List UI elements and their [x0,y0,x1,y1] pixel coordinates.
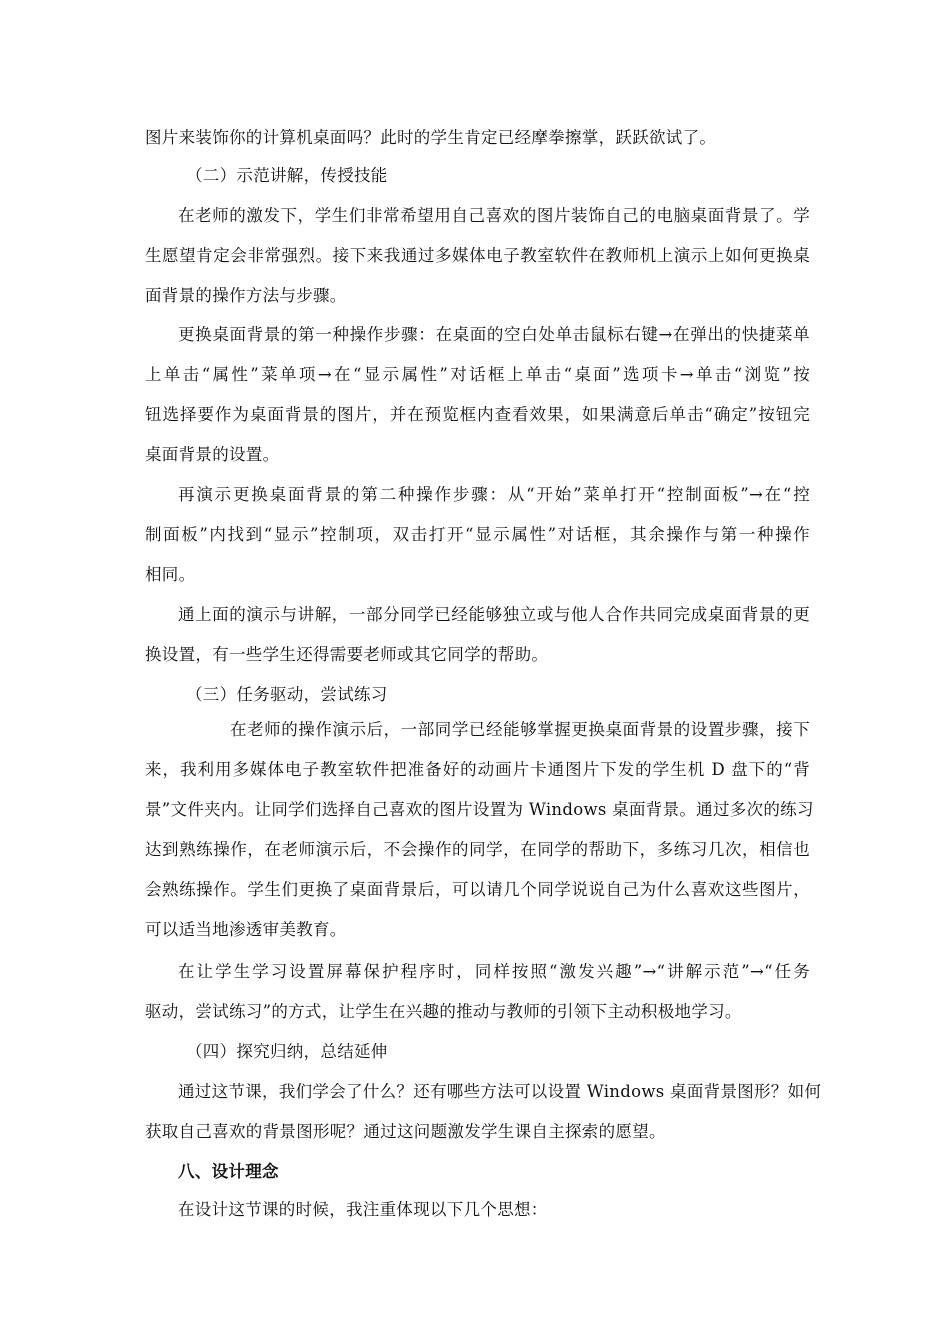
paragraph-line: 达到熟练操作，在老师演示后，不会操作的同学，在同学的帮助下，多练习几次，相信也 [145,840,810,859]
paragraph-line: 在让学生学习设置屏幕保护程序时，同样按照“激发兴趣”→“讲解示范”→“任务 [178,962,810,981]
paragraph-line: 通上面的演示与讲解，一部分同学已经能够独立或与他人合作共同完成桌面背景的更 [178,605,810,624]
paragraph-line: 上单击“属性”菜单项→在“显示属性”对话框上单击“桌面”选项卡→单击“浏览”按 [145,365,810,384]
section-heading: （三）任务驱动，尝试练习 [186,685,388,704]
paragraph-line: 图片来装饰你的计算机桌面吗？此时的学生肯定已经摩拳擦掌，跃跃欲试了。 [145,128,717,147]
chapter-heading: 八、设计理念 [178,1162,279,1181]
paragraph-line: 钮选择要作为桌面背景的图片，并在预览框内查看效果，如果满意后单击“确定”按钮完 [145,405,810,424]
paragraph-line: 生愿望肯定会非常强烈。接下来我通过多媒体电子教室软件在教师机上演示上如何更换桌 [145,246,810,265]
paragraph-line: 通过这节课，我们学会了什么？还有哪些方法可以设置 Windows 桌面背景图形？如何 [178,1082,822,1101]
paragraph-line: 来，我利用多媒体电子教室软件把准备好的动画片卡通图片下发的学生机 D 盘下的“背 [145,760,810,779]
paragraph-line: 在设计这节课的时候，我注重体现以下几个思想： [178,1200,548,1219]
paragraph-line: 换设置，有一些学生还得需要老师或其它同学的帮助。 [145,645,549,664]
paragraph-line: 驱动，尝试练习”的方式，让学生在兴趣的推动与教师的引领下主动积极地学习。 [145,1002,742,1021]
paragraph-line: 再演示更换桌面背景的第二种操作步骤：从“开始”菜单打开“控制面板”→在“控 [178,485,810,504]
section-heading: （四）探究归纳，总结延伸 [186,1042,388,1061]
paragraph-line: 可以适当地渗透审美教育。 [145,920,347,939]
paragraph-line: 桌面背景的设置。 [145,445,280,464]
paragraph-line: 获取自己喜欢的背景图形呢？通过这问题激发学生课自主探索的愿望。 [145,1122,666,1141]
paragraph-line: 更换桌面背景的第一种操作步骤：在桌面的空白处单击鼠标右键→在弹出的快捷菜单 [178,325,810,344]
paragraph-line: 在老师的操作演示后，一部同学已经能够掌握更换桌面背景的设置步骤，接下 [230,720,810,739]
paragraph-line: 制面板”内找到“显示”控制项，双击打开“显示属性”对话框，其余操作与第一种操作 [145,525,810,544]
paragraph-line: 景”文件夹内。让同学们选择自己喜欢的图片设置为 Windows 桌面背景。通过多次的练习 [145,800,814,819]
paragraph-line: 相同。 [145,565,196,584]
paragraph-line: 面背景的操作方法与步骤。 [145,286,347,305]
paragraph-line: 会熟练操作。学生们更换了桌面背景后，可以请几个同学说说自己为什么喜欢这些图片， [145,880,810,899]
paragraph-line: 在老师的激发下，学生们非常希望用自己喜欢的图片装饰自己的电脑桌面背景了。学 [178,206,810,225]
section-heading: （二）示范讲解，传授技能 [186,166,388,185]
